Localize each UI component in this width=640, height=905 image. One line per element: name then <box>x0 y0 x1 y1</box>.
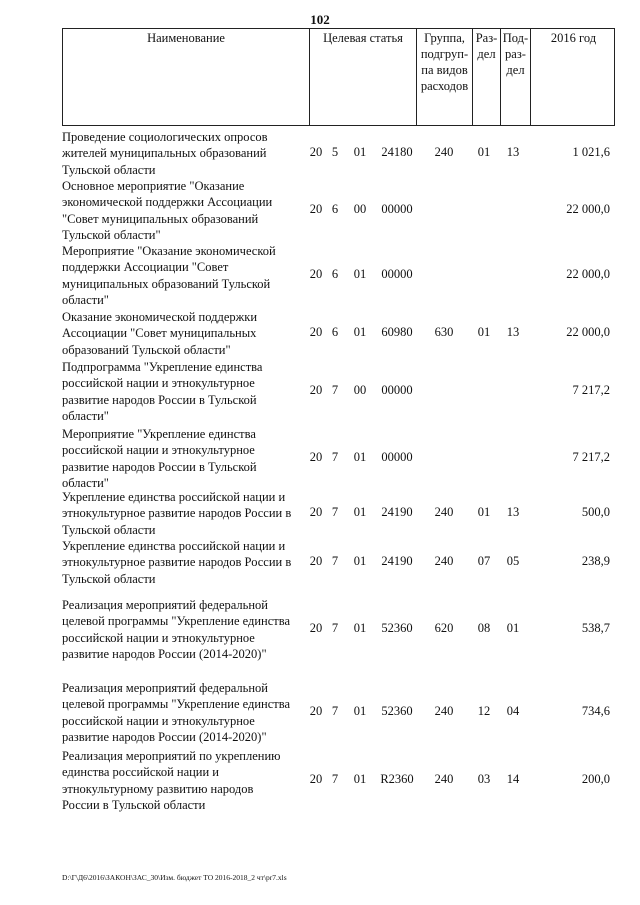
direction-code: 00000 <box>381 267 413 281</box>
subprogram-code: 7 <box>331 383 339 397</box>
expense-group: 240 <box>434 554 454 568</box>
subprogram-code: 7 <box>331 704 339 718</box>
amount-2016: 538,7 <box>581 621 610 635</box>
program-code: 20 <box>309 383 323 397</box>
subprogram-code: 7 <box>331 621 339 635</box>
program-code: 20 <box>309 450 323 464</box>
program-code: 20 <box>309 772 323 786</box>
header-target-article: Целевая статья <box>309 29 416 125</box>
measure-code: 00 <box>353 202 367 216</box>
subprogram-code: 6 <box>331 267 339 281</box>
expense-group: 630 <box>434 325 454 339</box>
amount-2016: 22 000,0 <box>566 202 610 216</box>
subprogram-code: 7 <box>331 772 339 786</box>
subprogram-code: 6 <box>331 325 339 339</box>
section-code: 01 <box>477 325 491 339</box>
direction-code: 24180 <box>381 145 413 159</box>
expense-group: 620 <box>434 621 454 635</box>
row-name: Проведение социологических опросов жителей муниципальных образований Тульской области <box>62 130 268 177</box>
subprogram-code: 7 <box>331 554 339 568</box>
program-code: 20 <box>309 267 323 281</box>
row-name: Оказание экономической поддержки Ассоциации "Совет муниципальных образований Тульской области" <box>62 310 258 357</box>
subsection-code: 13 <box>506 325 520 339</box>
table-header <box>62 28 615 126</box>
header-subsection: Под- раз- дел <box>500 29 530 125</box>
program-code: 20 <box>309 554 323 568</box>
direction-code: 00000 <box>381 202 413 216</box>
subprogram-code: 5 <box>331 145 339 159</box>
subsection-code: 14 <box>506 772 520 786</box>
row-name: Укрепление единства российской нации и этнокультурное развитие народов России в Тульской области <box>62 490 292 537</box>
expense-group: 240 <box>434 505 454 519</box>
program-code: 20 <box>309 621 323 635</box>
direction-code: 24190 <box>381 505 413 519</box>
program-code: 20 <box>309 505 323 519</box>
amount-2016: 238,9 <box>581 554 610 568</box>
amount-2016: 22 000,0 <box>566 267 610 281</box>
amount-2016: 734,6 <box>581 704 610 718</box>
measure-code: 01 <box>353 621 367 635</box>
row-name: Укрепление единства российской нации и этнокультурное развитие народов России в Тульской области <box>62 539 292 586</box>
direction-code: 00000 <box>381 450 413 464</box>
section-code: 01 <box>477 505 491 519</box>
measure-code: 01 <box>353 450 367 464</box>
header-year: 2016 год <box>530 29 616 125</box>
measure-code: 01 <box>353 704 367 718</box>
subsection-code: 13 <box>506 145 520 159</box>
footer-file-path: D:\Г\Д6\2016\ЗАКОН\ЗАС_30\Изм. бюджет ТО 2016-2018_2 чт\pr7.xls <box>62 873 287 882</box>
measure-code: 01 <box>353 325 367 339</box>
amount-2016: 500,0 <box>581 505 610 519</box>
subsection-code: 01 <box>506 621 520 635</box>
program-code: 20 <box>309 145 323 159</box>
amount-2016: 7 217,2 <box>572 450 610 464</box>
amount-2016: 7 217,2 <box>572 383 610 397</box>
subsection-code: 13 <box>506 505 520 519</box>
subsection-code: 05 <box>506 554 520 568</box>
direction-code: 52360 <box>381 621 413 635</box>
expense-group: 240 <box>434 145 454 159</box>
amount-2016: 200,0 <box>581 772 610 786</box>
program-code: 20 <box>309 202 323 216</box>
row-name: Реализация мероприятий федеральной целевой программы "Укрепление единства российской нации и этнокультурное развитие народов России (2014-2020)" <box>62 681 291 745</box>
header-name: Наименование <box>147 31 225 45</box>
direction-code: R2360 <box>380 772 414 786</box>
row-name: Мероприятие "Укрепление единства российской нации и этнокультурное развитие народов России в Тульской области" <box>62 427 257 491</box>
expense-group: 240 <box>434 704 454 718</box>
subprogram-code: 7 <box>331 450 339 464</box>
direction-code: 60980 <box>381 325 413 339</box>
program-code: 20 <box>309 704 323 718</box>
section-code: 03 <box>477 772 491 786</box>
header-section: Раз- дел <box>472 29 500 125</box>
measure-code: 01 <box>353 267 367 281</box>
section-code: 07 <box>477 554 491 568</box>
row-name: Подпрограмма "Укрепление единства российской нации и этнокультурное развитие народов России в Тульской области" <box>62 360 263 424</box>
subsection-code: 04 <box>506 704 520 718</box>
row-name: Мероприятие "Оказание экономической поддержки Ассоциации "Совет муниципальных образований Тульской области" <box>62 244 276 308</box>
row-name: Реализация мероприятий по укреплению единства российской нации и этнокультурному развитию народов России в Тульской области <box>62 749 281 813</box>
measure-code: 00 <box>353 383 367 397</box>
page-number: 102 <box>310 12 330 27</box>
measure-code: 01 <box>353 505 367 519</box>
row-name: Реализация мероприятий федеральной целевой программы "Укрепление единства российской нации и этнокультурное развитие народов России (2014-2020)" <box>62 598 291 662</box>
header-group: Группа, подгруп- па видов расходов <box>416 29 472 125</box>
subprogram-code: 7 <box>331 505 339 519</box>
direction-code: 00000 <box>381 383 413 397</box>
section-code: 01 <box>477 145 491 159</box>
direction-code: 52360 <box>381 704 413 718</box>
program-code: 20 <box>309 325 323 339</box>
section-code: 08 <box>477 621 491 635</box>
direction-code: 24190 <box>381 554 413 568</box>
amount-2016: 22 000,0 <box>566 325 610 339</box>
row-name: Основное мероприятие "Оказание экономической поддержки Ассоциации "Совет муниципальных образований Тульской области" <box>62 179 273 243</box>
amount-2016: 1 021,6 <box>572 145 610 159</box>
measure-code: 01 <box>353 554 367 568</box>
expense-group: 240 <box>434 772 454 786</box>
measure-code: 01 <box>353 772 367 786</box>
subprogram-code: 6 <box>331 202 339 216</box>
measure-code: 01 <box>353 145 367 159</box>
section-code: 12 <box>477 704 491 718</box>
